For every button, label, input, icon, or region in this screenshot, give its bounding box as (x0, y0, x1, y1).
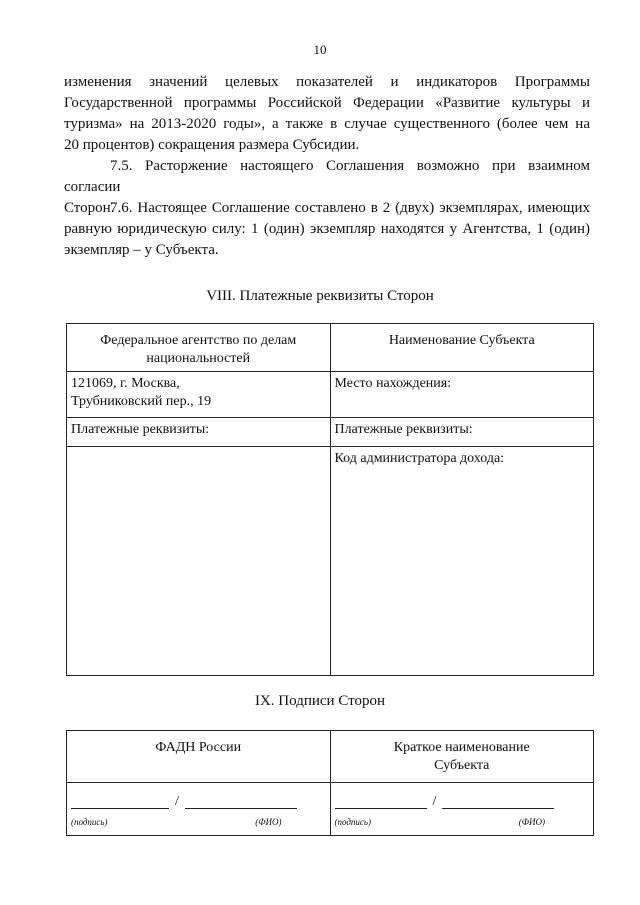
agency-address-cell (67, 372, 331, 418)
section-9-title: IX. Подписи Сторон (254, 693, 386, 709)
admin-code-label: Код администратора дохода: (334, 451, 505, 466)
text-line: туризма» на 2013-2020 годы», а также в случае существенного (более чем на (64, 116, 590, 132)
signature-captions (71, 811, 326, 831)
subject-address-cell (330, 372, 594, 418)
agency-address-line: Трубниковский пер., 19 (71, 394, 212, 409)
signature-line (335, 791, 590, 809)
subject-address-label: Место нахождения: (334, 376, 452, 391)
signatures-table (66, 730, 594, 836)
section-8-title: VIII. Платежные реквизиты Сторон (206, 288, 434, 304)
agency-payment-cell (67, 418, 331, 447)
paragraph-continuation (64, 72, 590, 156)
agency-signature-header-cell (67, 731, 331, 783)
subject-payment-cell (330, 418, 594, 447)
subject-header: Наименование Субъекта (388, 333, 535, 348)
signature-slash: / (432, 794, 437, 809)
text-line: изменения значений целевых показателей и индикаторов Программы (64, 74, 590, 90)
name-caption: (ФИО) (255, 817, 282, 827)
agency-payment-label: Платежные реквизиты: (71, 422, 210, 437)
agency-header: Федеральное агентство по делам национальностей (100, 333, 297, 366)
subject-signature-header-cell (330, 731, 594, 783)
signature-caption: (подпись) (334, 817, 372, 827)
signature-blank (71, 794, 169, 809)
agency-signature-cell (67, 783, 331, 836)
name-blank (185, 794, 297, 809)
subject-short-name-line: Краткое наименование (393, 740, 530, 755)
name-blank (442, 794, 554, 809)
text-line: 7.6. Настоящее Соглашение составлено в 2 (двух) экземплярах, имеющих (110, 200, 590, 216)
signature-line (71, 791, 326, 809)
subject-signature-cell (330, 783, 594, 836)
agency-short-name: ФАДН России (155, 740, 242, 755)
text-line: 20 процентов) сокращения размера Субсидии. (64, 137, 360, 153)
name-caption: (ФИО) (518, 817, 545, 827)
signature-slash: / (175, 794, 179, 809)
agency-header-cell (67, 324, 331, 372)
agency-details-cell (67, 447, 331, 676)
text-line: Государственной программы Российской Федерации «Развитие культуры и (64, 95, 590, 111)
subject-details-cell (330, 447, 594, 676)
text-line: Сторон. (64, 200, 115, 216)
subject-payment-label: Платежные реквизиты: (334, 422, 473, 437)
signature-captions (335, 811, 590, 831)
paragraph-7-6 (64, 198, 590, 261)
subject-header-cell (330, 324, 594, 372)
text-line: экземпляр – у Субъекта. (64, 242, 219, 258)
signature-blank (335, 794, 427, 809)
text-line: 7.5. Расторжение настоящего Соглашения возможно при взаимном согласии (64, 158, 590, 195)
agency-address-line: 121069, г. Москва, (71, 376, 180, 391)
text-line: равную юридическую силу: 1 (один) экземпляр находятся у Агентства, 1 (один) (64, 221, 590, 237)
signature-caption: (подпись) (71, 817, 108, 827)
page-number: 10 (313, 42, 327, 57)
subject-short-name-line: Субъекта (434, 758, 490, 773)
requisites-table (66, 323, 594, 676)
